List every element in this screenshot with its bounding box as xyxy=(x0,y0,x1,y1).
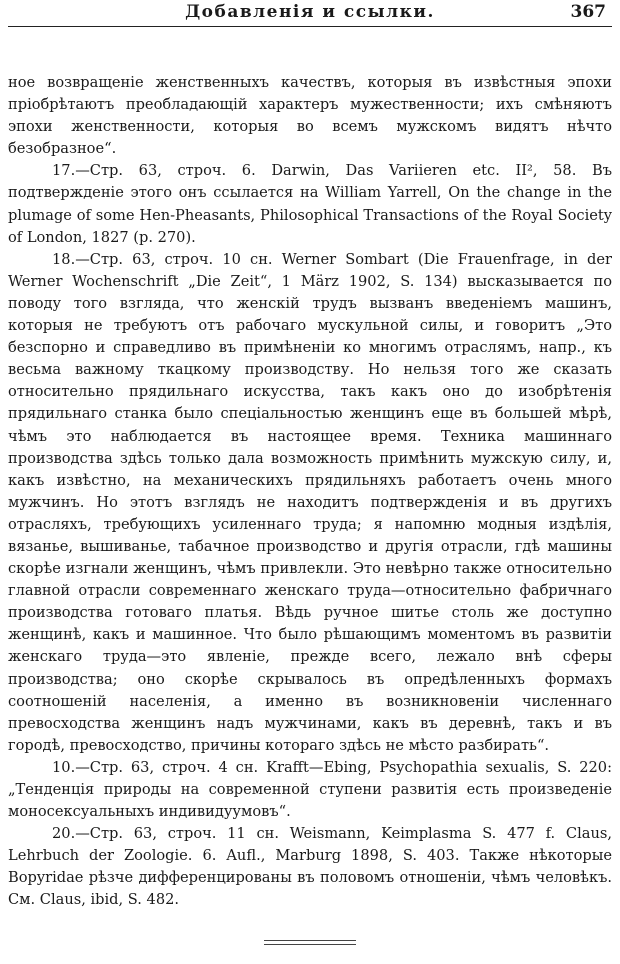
page-number: 367 xyxy=(570,2,606,22)
note-17: 17.—Стр. 63, строч. 6. Darwin, Das Variieren etc. II², 58. Въ подтвержденіе этого онъ ссылается на William Yarrell, On the change in the plumage of some Hen-Pheasants, Philosophical Transactions of the Royal Society of London, 1827 (p. 270). xyxy=(8,162,612,246)
note-10: 10.—Стр. 63, строч. 4 сн. Krafft—Ebing, Psychopathia sexualis, S. 220: „Тенденція природы на современной ступени развитія есть произведеніе моносексуальныхъ индивидуумовъ“. xyxy=(8,758,612,821)
running-title: Добавленія и ссылки. xyxy=(185,2,435,22)
footer-divider xyxy=(264,940,356,941)
paragraph-continuation: ное возвращеніе женственныхъ качествъ, которыя въ извѣстныя эпохи пріобрѣтаютъ преобладающій характеръ мужественности; ихъ смѣняютъ эпохи женственности, которыя во всемъ мужскомъ видятъ нѣчто безобразное“. xyxy=(8,74,612,158)
note-20: 20.—Стр. 63, строч. 11 сн. Weismann, Keimplasma S. 477 f. Claus, Lehrbuch der Zoologie. 6. Aufl., Marburg 1898, S. 403. Также нѣкоторые Bopyridae рѣзче дифференцированы въ половомъ отношеніи, чѣмъ человѣкъ. См. Claus, ibid, S. 482. xyxy=(8,825,612,909)
main-text xyxy=(8,72,612,912)
footer-divider-second xyxy=(264,944,356,945)
note-18: 18.—Стр. 63, строч. 10 сн. Werner Sombart (Die Frauenfrage, in der Werner Wochenschrift „Die Zeit“, 1 März 1902, S. 134) высказывается по поводу того взгляда, что женскій трудъ вызванъ введеніемъ машинъ, которыя не требуютъ отъ рабочаго мускульной силы, и говоритъ „Это безспорно и справедливо въ примѣненіи ко многимъ отраслямъ, напр., къ весьма важному ткацкому производству. Но нельзя того же сказать относительно прядильнаго искусства, такъ какъ оно до изобрѣтенія прядильнаго станка было спеціальностью женщинъ еще въ большей мѣрѣ, чѣмъ это наблюдается въ настоящее время. Техника машиннаго производства здѣсь только дала возможность примѣнить мужскую силу, и, какъ извѣстно, на механическихъ прядильняхъ работаетъ очень много мужчинъ. Но этотъ взглядъ не находитъ подтвержденія и въ другихъ отрасляхъ, требующихъ усиленнаго труда; я напомню модныя издѣлія, вязанье, вышиванье, табачное производство и другія отрасли, гдѣ машины скорѣе изгнали женщинъ, чѣмъ привлекли. Это невѣрно также относительно главной отрасли современнаго женскаго труда—относительно фабричнаго производства готоваго платья. Вѣдь ручное шитье столь же доступно женщинѣ, какъ и машинное. Что было рѣшающимъ моментомъ въ развитіи женскаго труда—это явленіе, прежде всего, лежало внѣ сферы производства; оно скорѣе скрывалось въ опредѣленныхъ формахъ соотношеній населенія, а именно въ возникновеніи численнаго превосходства женщинъ надъ мужчинами, какъ въ деревнѣ, такъ и въ городѣ, превосходство, причины котораго здѣсь не мѣсто разбирать“. xyxy=(8,250,612,754)
running-header xyxy=(8,2,612,27)
book-page xyxy=(8,0,612,964)
